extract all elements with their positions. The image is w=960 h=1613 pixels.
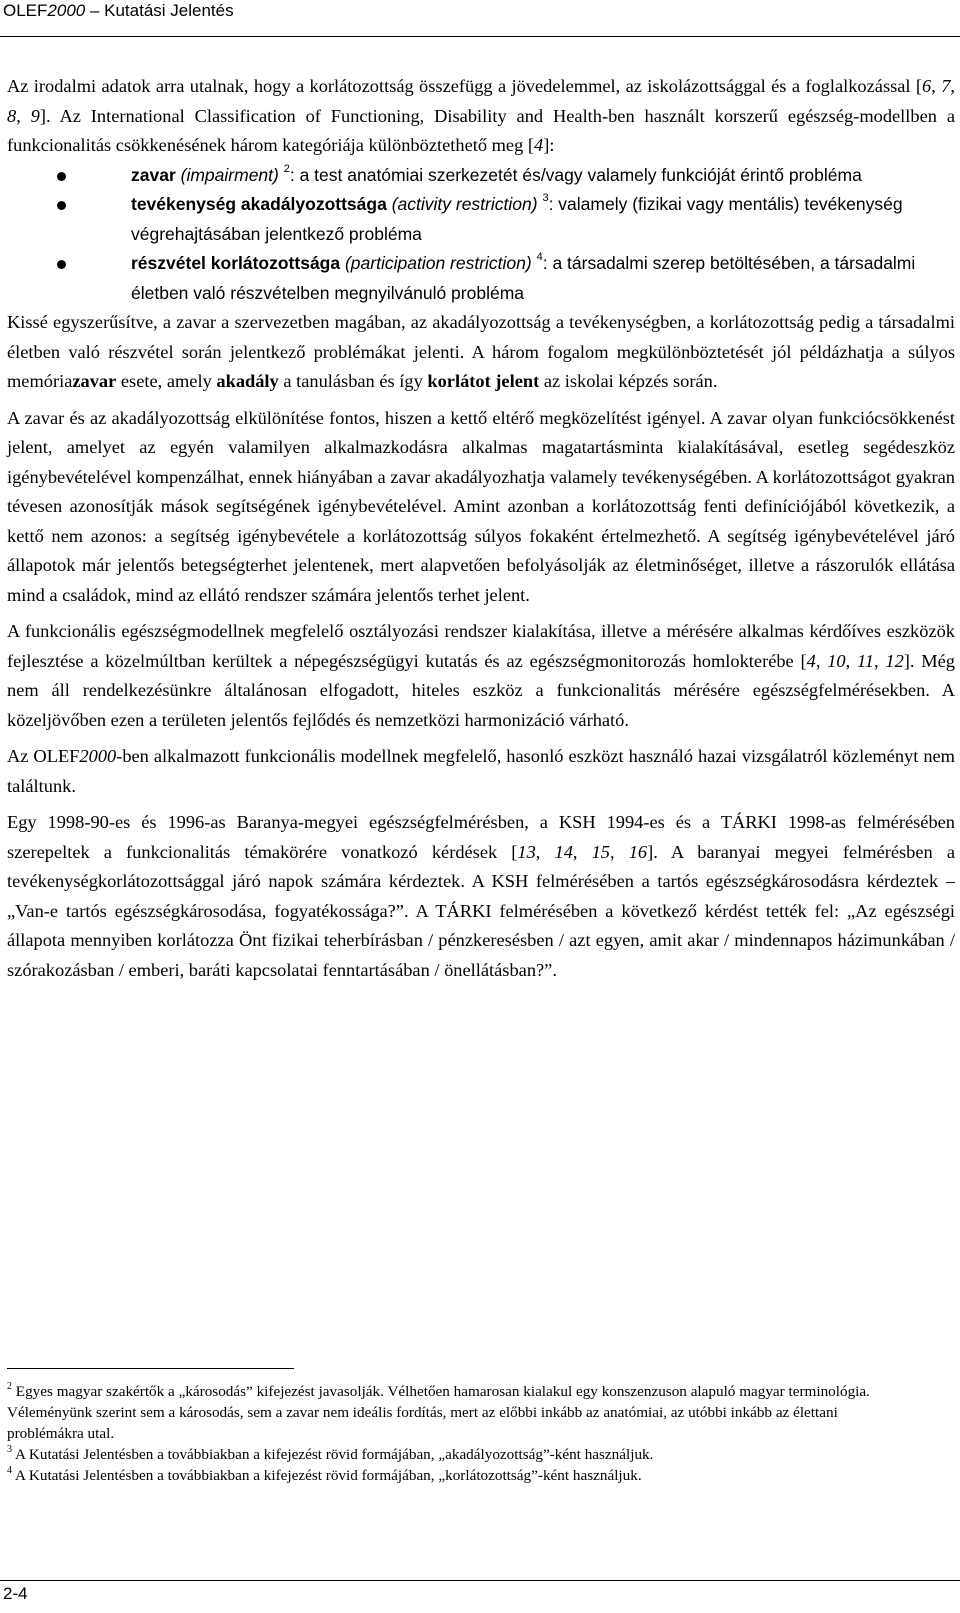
definition-summary-paragraph (7, 308, 955, 397)
footnote (7, 1444, 917, 1465)
citation-ref: 8 (7, 105, 17, 126)
header-year: 2000 (47, 1, 86, 20)
text-run: Az irodalmi adatok arra utalnak, hogy a korlátozottság összefügg a jövedelemmel, az iskolázottsággal és a foglalkozással [ (7, 76, 923, 96)
citation-ref: 11 (856, 650, 874, 671)
text-run: , (609, 841, 629, 862)
text-run: ]. A baranyai megyei felmérésben a tevékenységkorlátozottsággal járó napok számára kérdeztek. A KSH felmérésében a tartós egészségkárosodásra kérdeztek – „Van-e tartós egészségkárosodása, fogyatékossága?”. A TÁRKI felmérésében a következő kérdést tették fel: „Az egészségi állapota mennyiben korlátozza Önt fizikai teherbírásban / pénzkeresésben / azt egyen, amit akar / mindennapos házimunkában / szórakozásban / emberi, baráti kapcsolatai fenntartásában / önellátásban?”. (7, 841, 955, 980)
text-run: , (950, 76, 955, 96)
footer-divider (0, 1580, 960, 1581)
text-run: A funkcionális egészségmodellnek megfelelő osztályozási rendszer kialakítása, illetve a mérésére alkalmas kérdőíves eszközök fejlesztése a közelmúltban kerültek a népegészségügyi kutatás és az egészségmonitorozás homlokterébe [ (7, 621, 955, 671)
emphasis: korlátot jelent (427, 371, 540, 391)
text-run: , (535, 841, 555, 862)
footnote-text: A Kutatási Jelentésben a továbbiakban a kifejezést rövid formájában, „akadályozottság”-ként használjuk. (12, 1446, 654, 1463)
footnote-number: 3 (7, 1443, 12, 1455)
citation-ref: 14 (554, 841, 573, 862)
list-item (7, 161, 955, 191)
impairment-paragraph: A zavar és az akadályozottság elkülönítése fontos, hiszen a kettő eltérő megközelítést igényel. A zavar olyan funkciócsökkenést jelent, amelyet az egyén valamilyen alkalmazkodásra alkalmas magatartásminta kialakításával, esetleg segédeszköz igénybevételével kompenzálhat, ennek hiányában a zavar akadályozhatja valamely tevékenységében. A korlátozottságot gyakran tévesen azonosítják mások segítségének igénybevételével. Amint azonban a korlátozottság fenti definíciójából következik, a kettő nem azonos: a segítség igénybevétele a korlátozottság súlyos fokaként értelmezhető. A segítség igénybevételével járó állapotok már jelentős betegségterhet jelentenek, mert alapvetően befolyásolják az életminőséget, illetve a rászorulók ellátása mind a családok, mind az ellátó rendszer számára jelentős terhet jelent. (7, 407, 955, 605)
bullet-icon (57, 201, 66, 210)
term: zavar (131, 164, 176, 185)
text-run: a tanulásban és így (278, 371, 428, 391)
definition: : a test anatómiai szerkezetét és/vagy valamely funkcióját érintő probléma (289, 164, 862, 185)
footnote-marker: 4 (536, 251, 543, 264)
footnotes (7, 1381, 917, 1486)
definition: : valamely (fizikai vagy mentális) tevékenység végrehajtásában jelentkező probléma (131, 194, 903, 244)
citation-ref: 13 (517, 841, 536, 862)
text-run: Az OLEF (7, 746, 80, 766)
footnote (7, 1465, 917, 1486)
text-run: , (16, 105, 31, 126)
emphasis: zavar (72, 371, 117, 391)
running-header (0, 0, 960, 38)
footnote-marker: 3 (542, 192, 549, 205)
bullet-icon (57, 260, 66, 269)
citation-ref: 4 (806, 650, 816, 671)
text-run: ]. Még nem áll rendelkezésünkre általánosan elfogadott, hiteles eszköz a funkcionalitás mérésére egészségfelmérésekben. A közeljövőben ezen a területen jelentős fejlődés és nemzetközi harmonizáció várható. (7, 650, 955, 730)
classification-paragraph (7, 617, 955, 735)
header-prefix: OLEF (3, 1, 48, 20)
year-italic: 2000 (79, 746, 117, 766)
text-run: , (874, 650, 886, 671)
bullet-icon (57, 172, 66, 181)
citation-ref: 9 (30, 105, 40, 126)
list-item (7, 190, 955, 249)
english-term: (participation restriction) (344, 253, 532, 273)
citation-ref: 7 (941, 76, 951, 96)
citation-ref: 10 (827, 650, 846, 671)
term: tevékenység akadályozottsága (131, 194, 387, 214)
text-run: , (931, 76, 942, 96)
page-number: 2-4 (3, 1584, 28, 1603)
footnote-marker: 2 (283, 162, 290, 175)
list-item (7, 249, 955, 308)
text-run: az iskolai képzés során. (539, 371, 718, 391)
domestic-studies-paragraph (7, 742, 955, 801)
english-term: (impairment) (180, 164, 279, 185)
main-content (7, 72, 955, 985)
footnote (7, 1381, 917, 1444)
emphasis: akadály (216, 371, 279, 391)
citation-ref: 16 (628, 841, 648, 862)
text-run: Kissé egyszerűsítve, a zavar a szervezetben magában, az akadályozottság a tevékenységben, a korlátozottság pedig a társadalmi életben való részvétel során jelentkező problémákat jelenti. A három fogalom megkülönböztetését jól példázhatja a súlyos memória (7, 312, 955, 391)
text-run: , (572, 841, 592, 862)
text-run: -ben alkalmazott funkcionális modellnek megfelelő, hasonló eszközt használó hazai vizsgálatról közleményt nem találtunk. (7, 746, 955, 796)
footnote-text: Egyes magyar szakértők a „károsodás” kifejezést javasolják. Vélhetően hamarosan kialakul egy konszenzuson alapuló magyar terminológia. Véleményünk szerint sem a károsodás, sem a zavar nem ideális fordítás, mert az előbbi inkább az anatómiai, az utóbbi inkább az élettani problémákra utal. (7, 1383, 870, 1442)
header-divider (0, 36, 960, 37)
definition: : a társadalmi szerep betöltésében, a társadalmi életben való részvételben megnyilvánuló probléma (131, 253, 916, 303)
citation-ref: 6 (922, 76, 932, 96)
text-run: esete, amely (116, 371, 217, 391)
footnote-number: 4 (7, 1464, 12, 1476)
intro-paragraph (7, 72, 955, 161)
footnote-number: 2 (7, 1380, 12, 1392)
text-run: ]. Az International Classification of Functioning, Disability and Health-ben használt korszerű egészség-modellben a funkcionalitás csökkenésének három kategóriája különböztethető meg [ (7, 105, 955, 155)
surveys-paragraph (7, 808, 955, 985)
text-run: , (815, 650, 828, 671)
citation-ref: 4 (534, 135, 544, 155)
citation-ref: 12 (885, 650, 904, 671)
text-run: ]: (543, 135, 555, 155)
category-list (7, 161, 955, 309)
text-run: Egy 1998-90-es és 1996-as Baranya-megyei egészségfelmérésben, a KSH 1994-es és a TÁRKI 1998-as felmérésében szerepeltek a funkcionalitás témakörére vonatkozó kérdések [ (7, 812, 955, 862)
english-term: (activity restriction) (391, 194, 538, 214)
citation-ref: 15 (591, 841, 610, 862)
footnote-text: A Kutatási Jelentésben a továbbiakban a kifejezést rövid formájában, „korlátozottság”-ként használjuk. (12, 1467, 642, 1484)
footnote-divider (7, 1368, 294, 1369)
term: részvétel korlátozottsága (131, 253, 341, 273)
text-run: , (845, 650, 857, 671)
header-suffix: – Kutatási Jelentés (85, 1, 234, 20)
